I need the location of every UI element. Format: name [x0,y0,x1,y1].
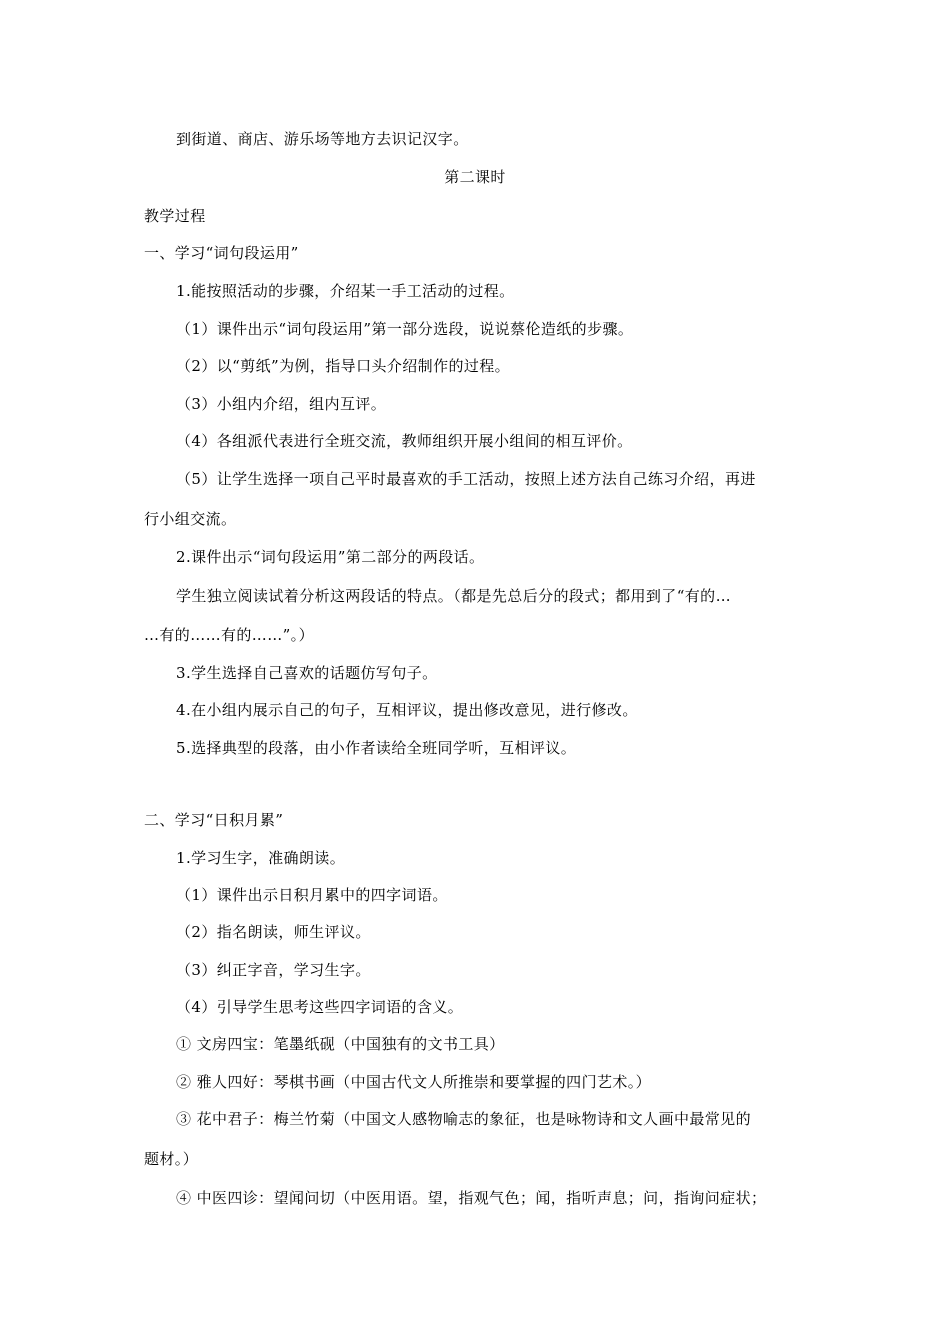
section1-item3: 3.学生选择自己喜欢的话题仿写句子。 [176,664,438,682]
section1-sub5-line1: （5）让学生选择一项自己平时最喜欢的手工活动，按照上述方法自己练习介绍，再进 [176,470,756,488]
section2-sub3: （3）纠正字音，学习生字。 [176,961,371,979]
section1-sub3: （3）小组内介绍，组内互评。 [176,395,387,413]
section2-c3-line2: 题材。） [144,1150,199,1168]
section1-item2-para-line2: …有的……有的……”。） [144,626,314,644]
section1-item4: 4.在小组内展示自己的句子，互相评议，提出修改意见，进行修改。 [176,701,638,719]
section1-sub2: （2）以“剪纸”为例，指导口头介绍制作的过程。 [176,357,511,375]
section2-sub2: （2）指名朗读，师生评议。 [176,923,371,941]
section2-c3-line1: ③ 花中君子：梅兰竹菊（中国文人感物喻志的象征，也是咏物诗和文人画中最常见的 [176,1110,751,1128]
process-heading: 教学过程 [144,207,206,225]
section2-sub4: （4）引导学生思考这些四字词语的含义。 [176,998,464,1016]
section1-item2: 2.课件出示“词句段运用”第二部分的两段话。 [176,548,485,566]
section1-sub5-line2: 行小组交流。 [144,510,237,528]
section1-item5: 5.选择典型的段落，由小作者读给全班同学听，互相评议。 [176,739,577,757]
section1-item1: 1.能按照活动的步骤，介绍某一手工活动的过程。 [176,282,515,300]
intro-line: 到街道、商店、游乐场等地方去识记汉字。 [176,130,469,148]
section2-c1: ① 文房四宝：笔墨纸砚（中国独有的文书工具） [176,1035,505,1053]
section1-item2-para-line1: 学生独立阅读试着分析这两段话的特点。（都是先总后分的段式；都用到了“有的… [176,587,731,605]
section2-sub1: （1）课件出示日积月累中的四字词语。 [176,886,448,904]
section2-heading: 二、学习“日积月累” [144,811,284,829]
section2-c4-line1: ④ 中医四诊：望闻问切（中医用语。望，指观气色；闻，指听声息；问，指询问症状； [176,1189,767,1207]
section1-heading: 一、学习“词句段运用” [144,244,299,262]
section2-c2: ② 雅人四好：琴棋书画（中国古代文人所推崇和要掌握的四门艺术。） [176,1073,652,1091]
section1-sub1: （1）课件出示“词句段运用”第一部分选段，说说蔡伦造纸的步骤。 [176,320,634,338]
lesson-title: 第二课时 [444,168,506,186]
section2-item1: 1.学习生字，准确朗读。 [176,849,346,867]
section1-sub4: （4）各组派代表进行全班交流，教师组织开展小组间的相互评价。 [176,432,633,450]
